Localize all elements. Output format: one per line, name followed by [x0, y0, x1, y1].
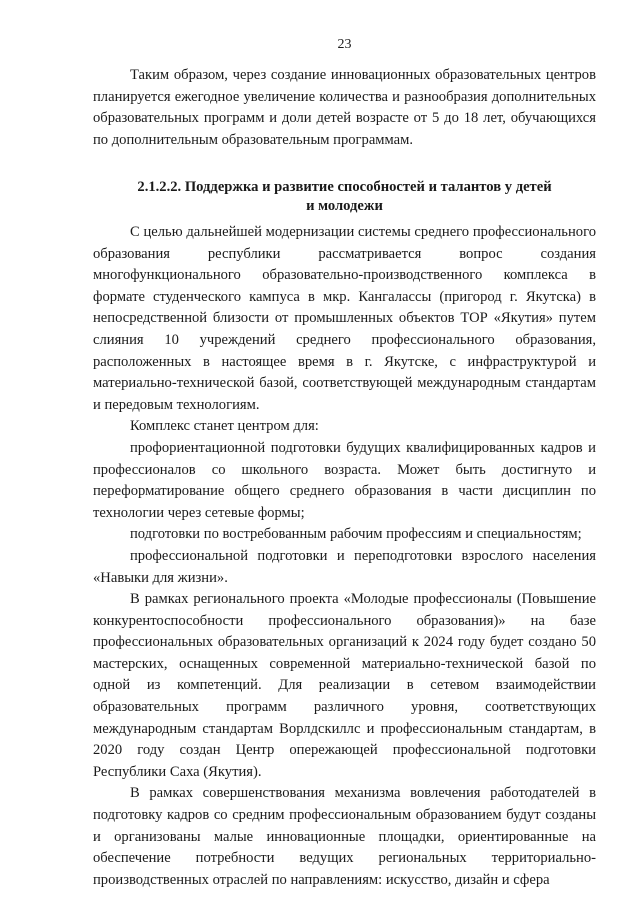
list-item-career-guidance: профориентационной подготовки будущих квалифицированных кадров и профессионалов со школьного возраста. Может быть достигнуто и переформатирование общего среднего образования в части дисциплин по технологии через сетевые формы;	[93, 439, 596, 521]
list-item-adult-training: профессиональной подготовки и переподготовки взрослого населения «Навыки для жизни».	[93, 547, 596, 586]
paragraph-complex-intro: Комплекс станет центром для:	[130, 418, 319, 435]
intro-text-block	[93, 65, 596, 151]
intro-paragraph: Таким образом, через создание инновационных образовательных центров планируется ежегодное увеличение количества и разнообразия дополнительных образовательных программ и доли детей возрасте от 5 до 18 лет, обучающихся по дополнительным образовательным программам.	[93, 67, 596, 148]
section-heading-line-1: 2.1.2.2. Поддержка и развитие способностей и талантов у детей	[137, 179, 552, 195]
list-item-worker-training: подготовки по востребованным рабочим профессиям и специальностям;	[130, 526, 582, 543]
paragraph-young-professionals: В рамках регионального проекта «Молодые профессионалы (Повышение конкурентоспособности профессионального образования)» на базе профессиональных образовательных организаций к 2024 году будет создано 50 мастерских, оснащенных современной материально-технической базой по одной из компетенций. Для реализации в сетевом взаимодействии образовательных программ различного уровня, соответствующих международным стандартам Ворлдскиллс и профессиональным стандартам, в 2020 году создан Центр опережающей профессиональной подготовки Республики Саха (Якутия).	[93, 591, 596, 780]
paragraph-campus: С целью дальнейшей модернизации системы среднего профессионального образования республики рассматривается вопрос создания многофункционального образовательно-производственного комплекса в формате студенческого кампуса в мкр. Кангалассы (пригород г. Якутска) в непосредственной близости от промышленных объектов ТОР «Якутия» путем слияния 10 учреждений среднего профессионального образования, расположенных в настоящее время в г. Якутске, с инфраструктурой и материально-технической базой, соответствующей международным стандартам и передовым технологиям.	[93, 224, 596, 413]
paragraph-employers: В рамках совершенствования механизма вовлечения работодателей в подготовку кадров со средним профессиональным образованием будут созданы и организованы малые инновационные площадки, ориентированные на обеспечение потребности ведущих региональных территориально-производственных отраслей по направлениям: искусство, дизайн и сфера	[93, 785, 596, 888]
section-heading	[93, 178, 596, 216]
page-number: 23	[337, 37, 352, 52]
body-text-block	[93, 222, 596, 891]
section-heading-line-2: и молодежи	[306, 198, 383, 214]
